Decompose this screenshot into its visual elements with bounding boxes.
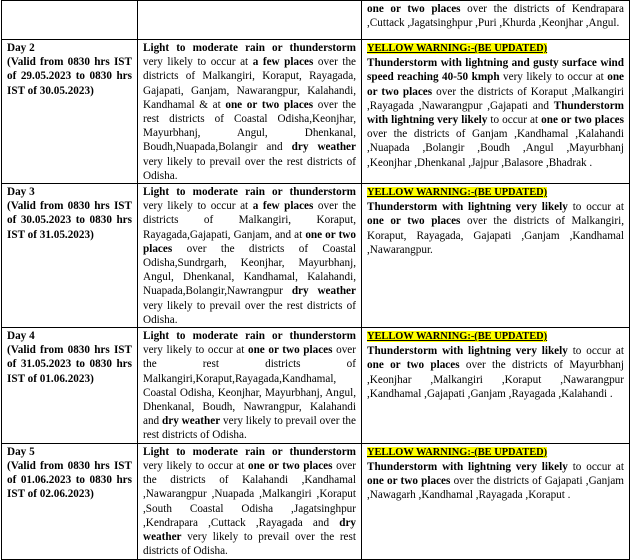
emphasis-text: one or two places [247,344,333,357]
body-text: to occur at [567,460,624,473]
warning-text [367,344,624,401]
body-text: to occur at [487,114,542,127]
weather-cell [138,40,362,184]
body-text: over the districts of Mayurbhanj ,Keonjhar ,Malkangiri ,Koraput ,Nawarangpur ,Kandhamal ,Gajapati ,Ganjam ,Rayagada ,Kalahandi . [367,359,624,400]
emphasis-text: Thunderstorm with lightning very likely [367,345,568,358]
emphasis-text: Thunderstorm with lightning very likely [367,201,568,214]
weather-cell [138,184,362,328]
weather-cell [138,443,362,559]
emphasis-text: Light to moderate rain or thunderstorm [143,330,356,343]
table-row-day5 [2,443,630,559]
body-text: very likely to occur at [143,459,248,472]
emphasis-text: Light to moderate rain or thunderstorm [143,42,356,54]
body-text: over the districts of Koraput ,Malkangiri ,Rayagada ,Nawarangpur ,Gajapati and [367,85,624,112]
emphasis-text: Thunderstorm with lightning very likely [367,99,624,127]
emphasis-text: dry weather [291,285,356,298]
body-text: very likely to prevail over the rest districts of Odisha. [143,415,356,442]
day-cell [2,40,138,184]
warning-cell [362,184,630,328]
emphasis-text: a few places [252,200,314,213]
yellow-warning-badge: YELLOW WARNING:-(BE UPDATED) [367,331,548,343]
body-text: very likely to prevail over the rest districts of Odisha. [143,299,356,326]
weather-cell [138,328,362,444]
day-validity: (Valid from 0830 hrs IST of 01.06.2023 to 0830 hrs IST of 02.06.2023) [7,459,132,501]
emphasis-text: one or two places [367,215,461,228]
body-text: very likely to occur at [143,56,253,69]
day-cell [2,443,138,559]
table-row-day4 [2,328,630,444]
emphasis-text: dry weather [162,415,221,428]
weather-text [143,445,356,559]
body-text: very likely to prevail over the rest districts of Odisha. [143,530,356,558]
emphasis-text: Thunderstorm with lightning and gusty surface wind speed reaching 40-50 kmph [367,57,624,84]
emphasis-text: dry weather [291,141,356,154]
emphasis-text: a few places [252,56,314,69]
day-title: Day 5 [7,445,35,458]
warning-cell-continued [362,1,630,40]
warning-emphasis: one or two places [367,3,461,15]
body-text: very likely to occur at [143,344,248,357]
emphasis-text: one or two places [225,98,314,111]
emphasis-text: Light to moderate rain or thunderstorm [143,186,356,199]
body-text: over the districts of Ganjam ,Kandhamal ,Kalahandi ,Nuapada ,Bolangir ,Boudh ,Angul ,Mayurbhanj ,Keonjhar ,Dhenkanal ,Jajpur ,Balasore ,Bhadrak . [367,128,624,169]
body-text: over the rest districts of Coastal Odisha,Keonjhar, Mayurbhanj, Angul, Dhenkanal, Boudh,Nuapada,Bolangir and [143,98,357,154]
forecast-table-body [2,1,630,560]
warning-text [367,200,624,257]
warning-text: over the districts of Kendrapara ,Cuttack ,Jagatsinghpur ,Puri ,Khurda ,Keonjhar ,Angul. [367,3,624,30]
emphasis-text: Thunderstorm with lightning very likely [367,460,568,473]
day-cell [2,184,138,328]
emphasis-text: one or two places [367,71,624,98]
emphasis-text: one or two places [367,359,460,372]
warning-text [367,460,624,503]
body-text: over the districts of Malkangiri, Koraput, Rayagada, Gajapati ,Ganjam ,Kandhamal ,Nawarangpur. [367,215,624,256]
day-cell [2,328,138,444]
body-text: very likely to occur at [143,200,253,213]
day-title: Day 2 [7,42,35,54]
emphasis-text: dry weather [143,516,356,543]
yellow-warning-badge: YELLOW WARNING:-(BE UPDATED) [367,446,548,458]
weather-text [143,185,356,327]
day-title: Day 4 [7,330,35,343]
body-text: over the districts of Gajapati ,Ganjam ,Nawagarh ,Kandhamal ,Rayagada ,Koraput . [367,475,625,502]
table-row-day3 [2,184,630,328]
body-text: over the districts of Coastal Odisha,Sundrgarh, Keonjhar, Mayurbhanj, Angul, Dhenkanal, Kandhamal, Kalahandi, Nuapada,Bolangir,Nawrangpur [143,242,356,298]
weather-text [143,41,356,183]
day-title: Day 3 [7,186,35,199]
day-cell-empty [2,1,138,40]
body-text: over the districts of Kalahandi ,Kandhamal ,Nawarangpur ,Nuapada ,Malkangiri ,Koraput ,South Coastal Odisha ,Jagatsinghpur ,Kendrapara ,Cuttack ,Rayagada and [143,459,356,529]
emphasis-text: one or two places [541,114,624,127]
body-text: to occur at [567,201,624,214]
body-text: to occur at [567,345,624,358]
forecast-table [1,0,630,560]
table-row-day2 [2,40,630,184]
body-text: very likely to prevail over the rest districts of Odisha. [143,155,356,182]
weather-cell-empty [138,1,362,40]
emphasis-text: one or two places [143,228,356,255]
warning-cell [362,40,630,184]
warning-cell [362,328,630,444]
day-validity: (Valid from 0830 hrs IST of 30.05.2023 to 0830 hrs IST of 31.05.2023) [7,200,132,241]
warning-text [367,56,624,170]
day-validity: (Valid from 0830 hrs IST of 29.05.2023 to 0830 hrs IST of 30.05.2023) [7,56,132,97]
emphasis-text: one or two places [247,459,333,472]
yellow-warning-badge: YELLOW WARNING:-(BE UPDATED) [367,187,548,199]
day-validity: (Valid from 0830 hrs IST of 31.05.2023 to 0830 hrs IST of 01.06.2023) [7,344,132,385]
yellow-warning-badge: YELLOW WARNING:-(BE UPDATED) [367,43,548,54]
body-text: over the rest districts of Malkangiri,Koraput,Rayagada,Kandhamal, Coastal Odisha, Keonjhar, Mayurbhanj, Angul, Dhenkanal, Boudh, Nawrangpur, Kalahandi and [143,344,356,428]
emphasis-text: one or two places [367,475,451,488]
warning-cell [362,443,630,559]
table-row-previous-day [2,1,630,40]
emphasis-text: Light to moderate rain or thunderstorm [143,445,356,458]
weather-text [143,329,356,443]
body-text: over the districts of Malkangiri, Koraput, Rayagada,Gajapati, Ganjam, and at [143,200,357,241]
body-text: over the districts of Malkangiri, Koraput, Rayagada, Gajapati, Ganjam, Nawarangpur, Kalahandi, Kandhamal & at [143,56,357,111]
body-text: very likely to occur at [499,71,608,84]
